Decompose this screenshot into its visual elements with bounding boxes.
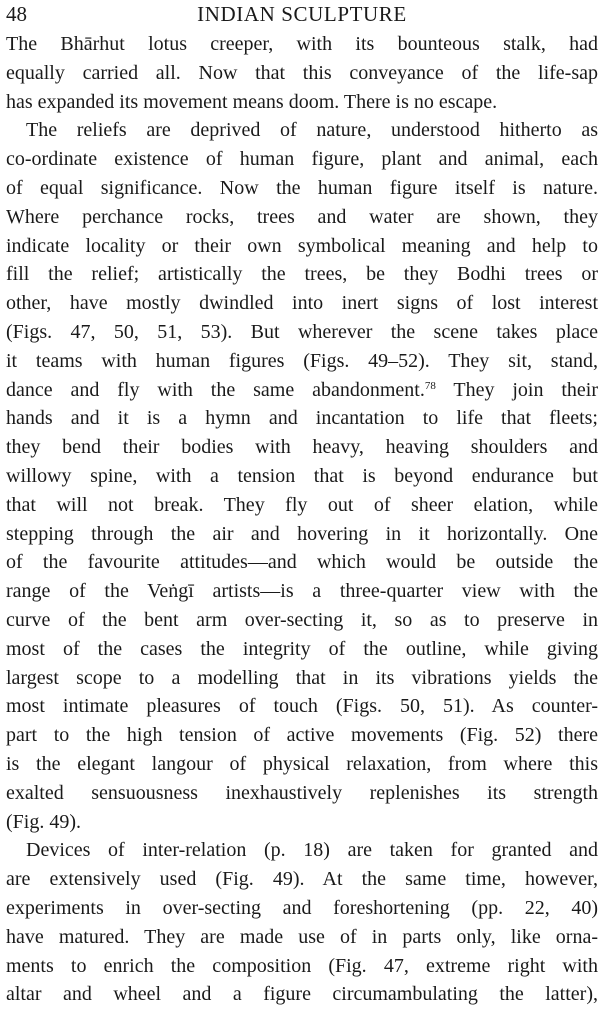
text-fragment: They join their: [435, 378, 599, 401]
text-line: altar and wheel and a figure circumambulating the latter),: [6, 983, 598, 1006]
text-line: is the elegant langour of physical relaxation, from where this: [6, 752, 598, 775]
text-line: of equal significance. Now the human figure itself is nature.: [6, 176, 598, 199]
text-line: most of the cases the integrity of the outline, while giving: [6, 637, 598, 660]
text-line: (Figs. 47, 50, 51, 53). But wherever the scene takes place: [6, 320, 598, 343]
text-line: The Bhārhut lotus creeper, with its bounteous stalk, had: [6, 33, 598, 55]
text-line: (Fig. 49).: [6, 810, 81, 833]
text-line: largest scope to a modelling that in its vibrations yields the: [6, 666, 598, 689]
paragraph-1: [6, 30, 598, 116]
text-line: of the favourite attitudes—and which would be outside the: [6, 551, 598, 574]
text-line: fill the relief; artistically the trees, be they Bodhi trees or: [6, 263, 598, 286]
paragraph-3: [6, 836, 598, 1009]
text-line: most intimate pleasures of touch (Figs. 50, 51). As counter-: [6, 695, 598, 718]
text-line: experiments in over-secting and foreshortening (pp. 22, 40): [6, 896, 598, 919]
text-line: willowy spine, with a tension that is beyond endurance but: [6, 464, 598, 487]
text-line: it teams with human figures (Figs. 49–52). They sit, stand,: [6, 349, 598, 372]
text-line: have matured. They are made use of in parts only, like orna-: [6, 925, 598, 948]
text-line-with-footnote: [6, 376, 598, 405]
text-line: are extensively used (Fig. 49). At the same time, however,: [6, 868, 598, 891]
text-line: stepping through the air and hovering in it horizontally. One: [6, 522, 598, 545]
paragraph-2: [6, 116, 598, 836]
page-number: 48: [6, 2, 27, 26]
text-line: they bend their bodies with heavy, heaving shoulders and: [6, 436, 598, 459]
book-page: [6, 0, 598, 1009]
text-fragment: dance and fly with the same abandonment.: [6, 378, 425, 401]
text-line: curve of the bent arm over-secting it, so as to preserve in: [6, 608, 598, 631]
text-line: hands and it is a hymn and incantation to life that fleets;: [6, 407, 598, 430]
running-head: [6, 0, 598, 30]
text-line: range of the Veṅgī artists—is a three-quarter view with the: [6, 580, 598, 603]
text-line: equally carried all. Now that this conveyance of the life-sap: [6, 61, 598, 84]
text-line: that will not break. They fly out of sheer elation, while: [6, 493, 598, 516]
running-title: INDIAN SCULPTURE: [197, 2, 407, 26]
text-line: part to the high tension of active movements (Fig. 52) there: [6, 724, 598, 747]
text-line: co-ordinate existence of human figure, plant and animal, each: [6, 148, 598, 171]
text-line: other, have mostly dwindled into inert signs of lost interest: [6, 292, 598, 315]
text-line: exalted sensuousness inexhaustively replenishes its strength: [6, 781, 598, 804]
text-line: Devices of inter-relation (p. 18) are taken for granted and: [26, 839, 598, 862]
text-line: has expanded its movement means doom. There is no escape.: [6, 90, 498, 113]
text-line: indicate locality or their own symbolical meaning and help to: [6, 234, 598, 257]
text-line: Where perchance rocks, trees and water are shown, they: [6, 205, 598, 228]
footnote-reference[interactable]: 78: [424, 379, 436, 392]
text-line: The reliefs are deprived of nature, understood hitherto as: [26, 119, 598, 142]
text-line: ments to enrich the composition (Fig. 47, extreme right with: [6, 954, 598, 977]
